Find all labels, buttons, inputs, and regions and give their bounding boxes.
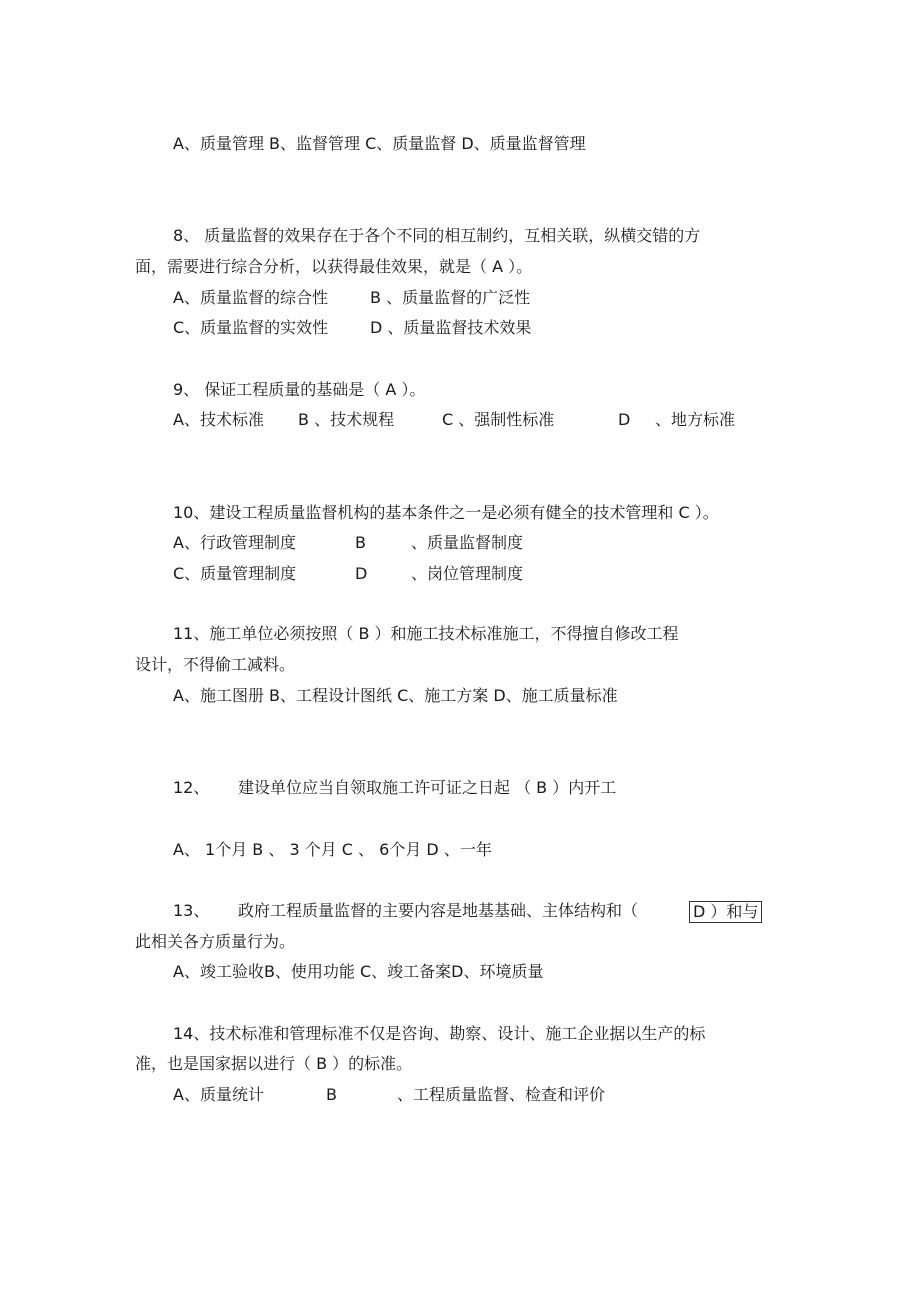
q10-option-d-text: 、岗位管理制度: [411, 564, 524, 583]
q11-question-line2: 设计，不得偷工减料。: [135, 655, 296, 674]
q10-option-b-letter: B: [355, 533, 366, 552]
q10-option-d-letter: D: [355, 564, 368, 583]
q14-question-line2: 准，也是国家据以进行（ B ）的标准。: [135, 1054, 413, 1073]
q12-number: 12、: [173, 778, 210, 797]
q13-options: A、竣工验收B、使用功能 C、竣工备案D、环境质量: [173, 962, 544, 981]
q10-option-a: A、行政管理制度: [173, 533, 296, 552]
q7-options: A、质量管理 B、监督管理 C、质量监督 D、质量监督管理: [173, 134, 586, 153]
q13-question: 政府工程质量监督的主要内容是地基基础、主体结构和（: [238, 901, 639, 920]
q14-question-line1: 14、技术标准和管理标准不仅是咨询、勘察、设计、施工企业据以生产的标: [173, 1024, 706, 1043]
q12-question: 建设单位应当自领取施工许可证之日起 （ B ）内开工: [238, 778, 617, 797]
q9-option-c: C 、强制性标准: [442, 410, 555, 429]
q8-option-a: A、质量监督的综合性: [173, 288, 328, 307]
q13-answer-box: D ）和与: [689, 901, 762, 923]
q13-number: 13、: [173, 901, 210, 920]
q11-options: A、施工图册 B、工程设计图纸 C、施工方案 D、施工质量标准: [173, 686, 618, 705]
q14-option-b-letter: B: [326, 1085, 337, 1104]
q8-option-d: D 、质量监督技术效果: [370, 318, 532, 337]
q10-option-b-text: 、质量监督制度: [411, 533, 524, 552]
q10-option-c: C、质量管理制度: [173, 564, 297, 583]
q13-question-line2: 此相关各方质量行为。: [135, 932, 296, 951]
q8-question-line2: 面，需要进行综合分析，以获得最佳效果，就是（ A ）。: [135, 257, 533, 276]
q10-question: 10、建设工程质量监督机构的基本条件之一是必须有健全的技术管理和 C ）。: [173, 503, 719, 522]
q9-option-d-letter: D: [618, 410, 631, 429]
q9-option-a: A、技术标准: [173, 410, 264, 429]
q9-question: 9、 保证工程质量的基础是（ A ）。: [173, 380, 426, 399]
q9-option-d-text: 、地方标准: [655, 410, 736, 429]
q12-options: A、 1个月 B 、 3 个月 C 、 6个月 D 、一年: [173, 840, 492, 859]
q9-option-b: B 、技术规程: [298, 410, 395, 429]
q11-question-line1: 11、施工单位必须按照（ B ）和施工技术标准施工，不得擅自修改工程: [173, 624, 679, 643]
q8-question-line1: 8、 质量监督的效果存在于各个不同的相互制约，互相关联，纵横交错的方: [173, 226, 701, 245]
q14-option-b-text: 、工程质量监督、检查和评价: [397, 1085, 606, 1104]
q14-option-a: A、质量统计: [173, 1085, 264, 1104]
q8-option-c: C、质量监督的实效性: [173, 318, 329, 337]
q8-option-b: B 、质量监督的广泛性: [370, 288, 531, 307]
